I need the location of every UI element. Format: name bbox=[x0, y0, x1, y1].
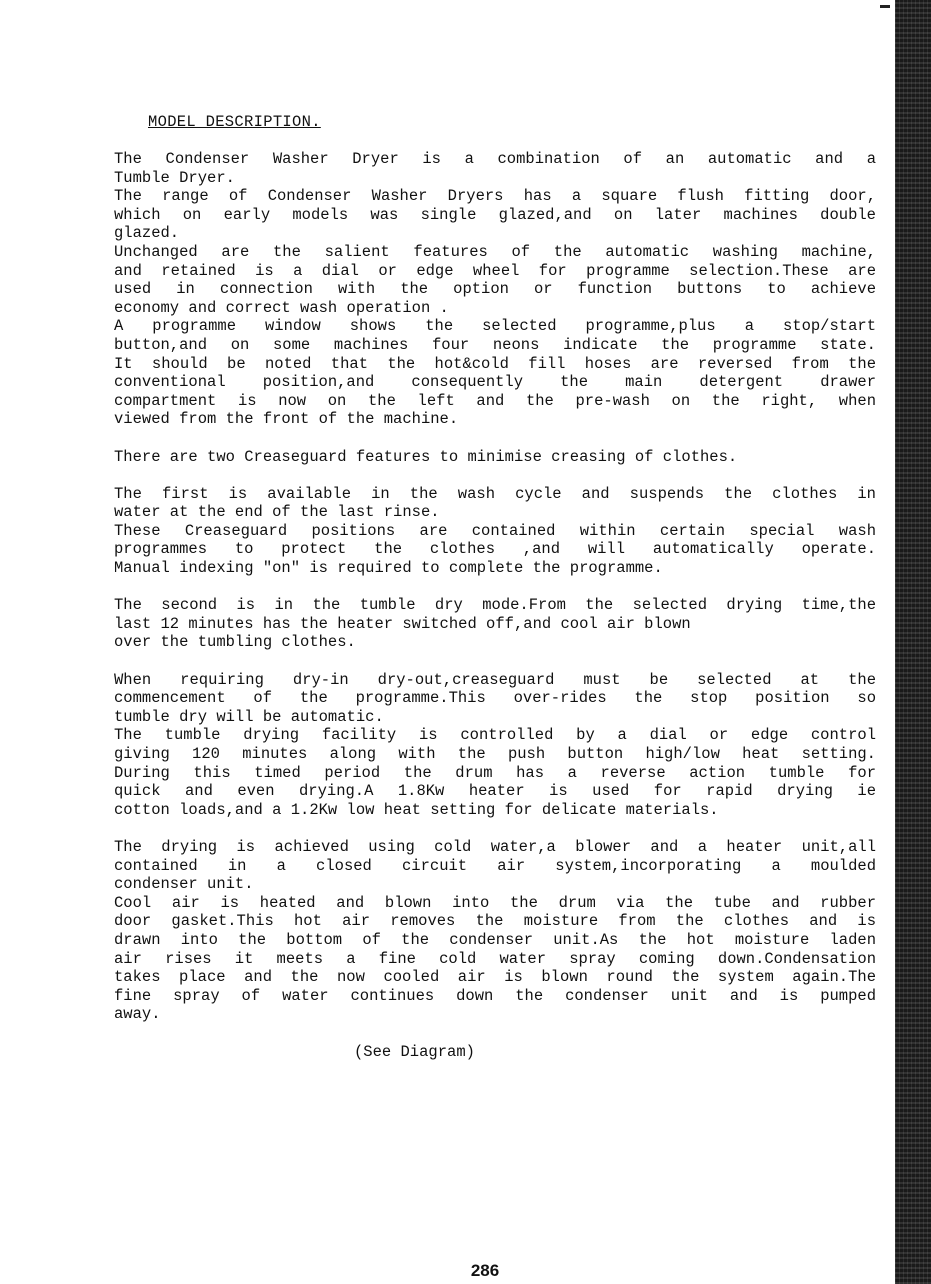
text-line: cotton loads,and a 1.2Kw low heat setting for delicate materials. bbox=[114, 800, 719, 819]
text-line: water at the end of the last rinse. bbox=[114, 503, 440, 522]
text-line: It should be noted that the hot&cold fill hoses are reversed from the bbox=[114, 354, 876, 373]
text-line: The first is available in the wash cycle and suspends the clothes in bbox=[114, 484, 876, 503]
paragraph bbox=[114, 448, 876, 467]
text-line: The range of Condenser Washer Dryers has a square flush fitting door, bbox=[114, 187, 876, 206]
text-line: The second is in the tumble dry mode.From the selected drying time,the bbox=[114, 596, 876, 615]
scan-mark bbox=[880, 5, 890, 8]
text-line: which on early models was single glazed,and on later machines double bbox=[114, 205, 876, 224]
text-line: There are two Creaseguard features to minimise creasing of clothes. bbox=[114, 447, 738, 466]
text-line: drawn into the bottom of the condenser unit.As the hot moisture laden bbox=[114, 930, 876, 949]
text-line: The tumble drying facility is controlled by a dial or edge control bbox=[114, 726, 876, 745]
text-line: door gasket.This hot air removes the moisture from the clothes and is bbox=[114, 912, 876, 931]
text-line: economy and correct wash operation . bbox=[114, 298, 449, 317]
text-line: last 12 minutes has the heater switched off,and cool air blown bbox=[114, 614, 691, 633]
text-line: During this timed period the drum has a reverse action tumble for bbox=[114, 763, 876, 782]
text-line: tumble dry will be automatic. bbox=[114, 707, 384, 726]
page-number: 286 bbox=[470, 1261, 500, 1280]
text-line: Unchanged are the salient features of the automatic washing machine, bbox=[114, 242, 876, 261]
text-line: The Condenser Washer Dryer is a combination of an automatic and a bbox=[114, 150, 876, 168]
text-line: Cool air is heated and blown into the drum via the tube and rubber bbox=[114, 893, 876, 912]
text-line: used in connection with the option or function buttons to achieve bbox=[114, 280, 876, 299]
text-line: fine spray of water continues down the condenser unit and is pumped bbox=[114, 986, 876, 1005]
body-text bbox=[114, 150, 876, 1043]
paragraph bbox=[114, 596, 876, 652]
text-line: contained in a closed circuit air system,incorporating a moulded bbox=[114, 856, 876, 875]
text-line: viewed from the front of the machine. bbox=[114, 410, 459, 429]
text-line: and retained is a dial or edge wheel for programme selection.These are bbox=[114, 261, 876, 280]
text-line: These Creaseguard positions are contained within certain special wash bbox=[114, 521, 876, 540]
text-line: The drying is achieved using cold water,a blower and a heater unit,all bbox=[114, 837, 876, 856]
text-line: away. bbox=[114, 1005, 161, 1024]
text-line: A programme window shows the selected programme,plus a stop/start bbox=[114, 317, 876, 336]
text-line: giving 120 minutes along with the push button high/low heat setting. bbox=[114, 745, 876, 763]
paragraph bbox=[114, 485, 876, 578]
see-diagram-note: (See Diagram) bbox=[354, 1043, 475, 1061]
text-line: conventional position,and consequently the main detergent drawer bbox=[114, 373, 876, 392]
text-line: compartment is now on the left and the pre-wash on the right, when bbox=[114, 391, 876, 410]
text-line: glazed. bbox=[114, 224, 180, 243]
text-line: takes place and the now cooled air is blown round the system again.The bbox=[114, 968, 876, 987]
text-line: commencement of the programme.This over-rides the stop position so bbox=[114, 689, 876, 708]
document-title: MODEL DESCRIPTION. bbox=[148, 113, 321, 131]
text-line: Manual indexing "on" is required to complete the programme. bbox=[114, 559, 663, 578]
text-line: Tumble Dryer. bbox=[114, 168, 235, 187]
text-line: condenser unit. bbox=[114, 875, 254, 894]
paragraph bbox=[114, 671, 876, 820]
text-line: button,and on some machines four neons indicate the programme state. bbox=[114, 335, 876, 354]
paragraph bbox=[114, 838, 876, 1024]
text-line: quick and even drying.A 1.8Kw heater is used for rapid drying ie bbox=[114, 782, 876, 801]
paragraph bbox=[114, 150, 876, 429]
text-line: air rises it meets a fine cold water spray coming down.Condensation bbox=[114, 949, 876, 968]
text-line: When requiring dry-in dry-out,creaseguard must be selected at the bbox=[114, 670, 876, 689]
scanned-page-edge bbox=[895, 0, 931, 1284]
text-line: programmes to protect the clothes ,and will automatically operate. bbox=[114, 540, 876, 559]
text-line: over the tumbling clothes. bbox=[114, 633, 356, 652]
